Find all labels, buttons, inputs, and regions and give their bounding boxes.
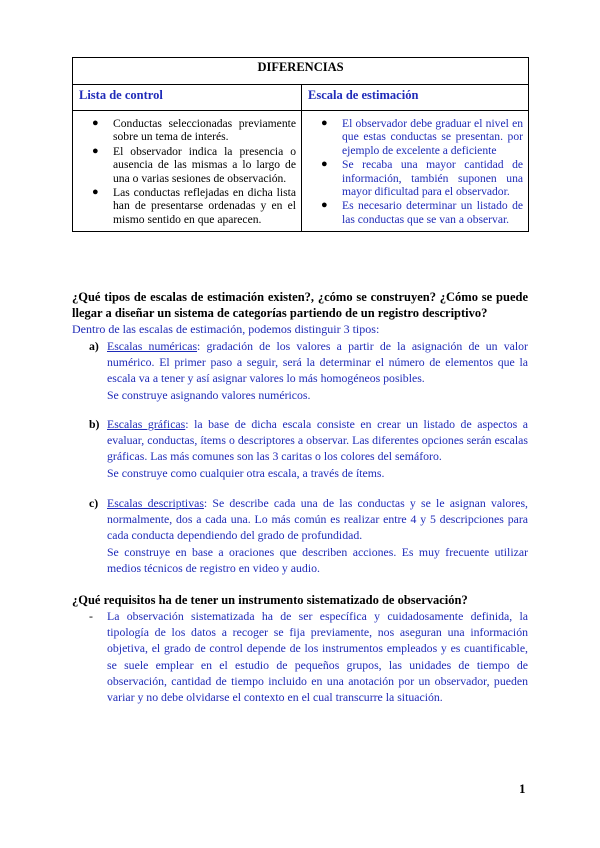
item-construction: Se construye como cualquier otra escala, a través de ítems. [107,465,385,480]
header-lista-control: Lista de control [73,85,302,111]
bullet-icon: ● [92,186,99,199]
bullet-icon: ● [92,117,99,129]
list-item: ● El observador debe graduar el nivel en que estas conductas se presentan. por ejemplo de excelente a deficiente [321,117,524,157]
differences-table [72,57,529,232]
dash-marker: - [89,609,93,623]
item-label: a) [89,339,99,353]
item-escalas-descriptivas [89,495,528,576]
item-label: c) [89,496,99,510]
item-construction: Se construye en base a oraciones que describen acciones. Es muy frecuente utilizar medios técnicos de registro en video y audio. [107,544,528,575]
list-item: ● Es necesario determinar un listado de las conductas que se van a observar. [321,199,524,226]
question-escalas: ¿Qué tipos de escalas de estimación existen?, ¿cómo se construyen? ¿Cómo se puede llegar a diseñar un sistema de categorías partiendo de un registro descriptivo? [72,290,528,320]
list-item: ● Las conductas reflejadas en dicha lista han de presentarse ordenadas y en el mismo sentido en que aparecen. [92,186,296,226]
list-item: ● El observador indica la presencia o ausencia de las mismas a lo largo de una o varias sesiones de observación. [92,144,296,185]
item-escalas-numericas [89,338,528,403]
term-escalas-graficas: Escalas gráficas [107,417,186,431]
right-list [306,117,523,226]
list-item: ● Conductas seleccionadas previamente sobre un tema de interés. [92,117,296,144]
bullet-icon: ● [321,158,328,171]
question-requisitos: ¿Qué requisitos ha de tener un instrumento sistematizado de observación? [72,593,468,607]
page-number: 1 [519,781,526,796]
intro-text: Dentro de las escalas de estimación, podemos distinguir 3 tipos: [72,322,380,336]
left-list [77,117,296,226]
item-description: : Se describe cada una de las conductas y se le asignan valores, normalmente, dos a cada una. Lo más común es realizar entre 4 y 5 descripciones para cada conducta dependiendo del grado de profundidad. [107,496,528,543]
item-label: b) [89,417,100,431]
right-cell [302,111,529,232]
requirement-item [89,608,528,705]
item-description: : gradación de los valores a partir de la asignación de un valor numérico. El primer paso a seguir, será la determinar el número de elementos que la escala va a tener y así asignar valores lo más homogéneos posibles. [107,339,528,386]
left-cell [73,111,302,232]
item-description: : la base de dicha escala consiste en crear un listado de aspectos a evaluar, conductas, ítems o descriptores a observar. Las diferentes opciones serán escalas gráficas. Las más comunes son las 3 caritas o los colores del semáforo. [107,417,528,464]
item-escalas-graficas [89,416,528,481]
bullet-icon: ● [321,117,328,129]
bullet-icon: ● [321,199,328,212]
list-item: ● Se recaba una mayor cantidad de información, también suponen una mayor dificultad para el observador. [321,158,524,199]
item-construction: Se construye asignando valores numéricos. [107,387,311,402]
table-title: DIFERENCIAS [73,58,529,85]
header-escala-estimacion: Escala de estimación [302,85,529,111]
bullet-icon: ● [92,144,99,157]
term-escalas-numericas: Escalas numéricas [107,339,198,353]
term-escalas-descriptivas: Escalas descriptivas [107,496,204,510]
requirement-text: La observación sistematizada ha de ser específica y cuidadosamente definida, la tipología de los datos a recoger se fija previamente, nos aseguran una información objetiva, el grado de control depende de los instrumentos empleados y es cuantificable, se suele emplear en el estudio de pequeños grupos, las unidades de tiempo de observación, cantidad de tiempo incluido en una anotación por un observador, pueden variar y no debe olvidarse el contexto en el cual transcurre la situación. [107,609,528,705]
